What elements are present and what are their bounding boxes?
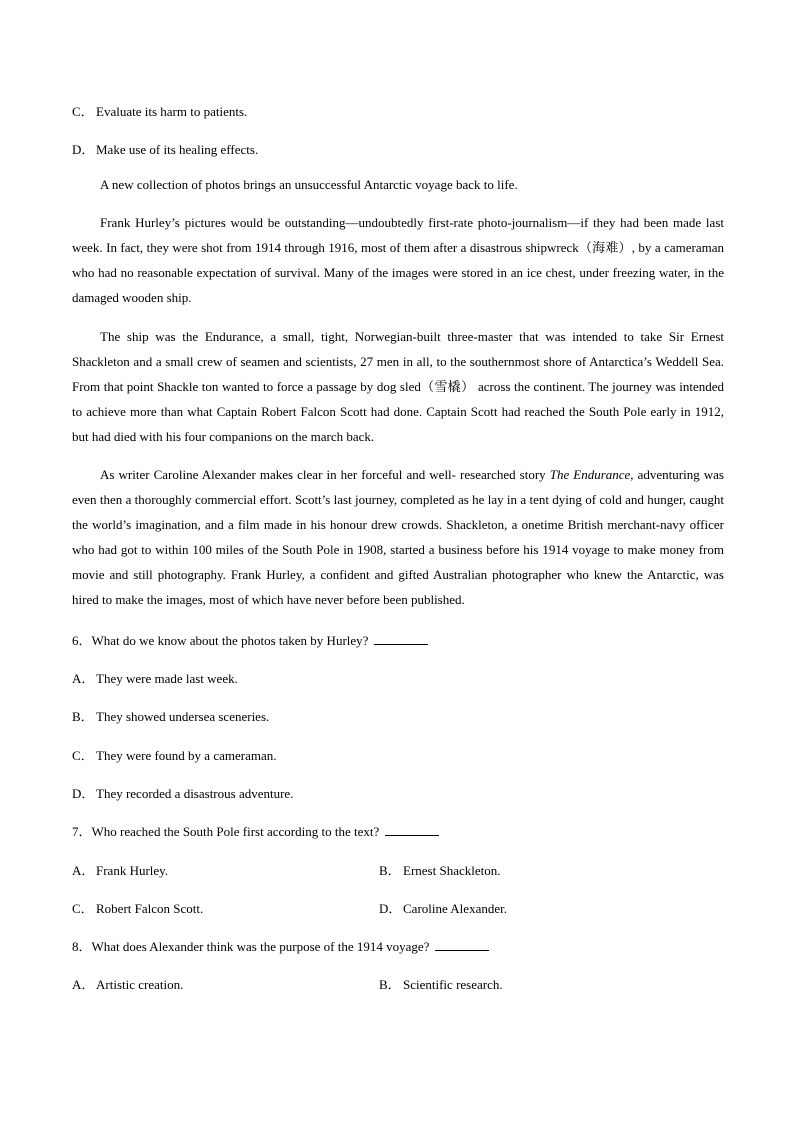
- q6-option-b[interactable]: [72, 706, 269, 725]
- option-label: B．: [72, 709, 94, 724]
- question-number: 7．: [72, 824, 92, 839]
- option-text: They were made last week.: [96, 671, 238, 686]
- option-text: They were found by a cameraman.: [96, 748, 277, 763]
- option-text: Robert Falcon Scott.: [96, 901, 204, 916]
- option-label: A．: [72, 671, 95, 686]
- question-text: Who reached the South Pole first according to the text?: [91, 824, 380, 839]
- book-title: The Endurance,: [549, 467, 634, 482]
- option-label: D．: [72, 786, 95, 801]
- option-label: A．: [72, 863, 95, 878]
- q8-option-b[interactable]: [379, 974, 503, 993]
- q7-option-c[interactable]: [72, 898, 203, 917]
- question-number: 6．: [72, 633, 92, 648]
- option-text: Frank Hurley.: [96, 863, 169, 878]
- passage-paragraph-1: Frank Hurley’s pictures would be outstanding—undoubtedly first-rate photo-journalism—if they had been made last week. In fact, they were shot from 1914 through 1916, most of them after a disastrous shipwreck（海难）, by a cameraman who had no reasonable expectation of survival. Many of the images were stored in an ice chest, under freezing water, in the damaged wooden ship.: [72, 215, 724, 305]
- paragraph-3-lead: As writer Caroline Alexander makes clear in her forceful and well- researched story: [100, 467, 550, 482]
- q8-option-a[interactable]: [72, 974, 183, 993]
- answer-blank[interactable]: [374, 632, 428, 645]
- option-label: D．: [72, 142, 95, 157]
- option-label: B．: [379, 977, 401, 992]
- question-7: [72, 821, 439, 840]
- option-label: C．: [72, 104, 94, 119]
- option-label: C．: [72, 901, 94, 916]
- passage-paragraph-2: The ship was the Endurance, a small, tight, Norwegian-built three-master that was intended to take Sir Ernest Shackleton and a small crew of seamen and scientists, 27 men in all, to the southernmost shore of Antarctica’s Weddell Sea. From that point Shackle ton wanted to force a passage by dog sled（雪橇） across the continent. The journey was intended to achieve more than what Captain Robert Falcon Scott had done. Captain Scott had reached the South Pole early in 1912, but had died with his four companions on the march back.: [72, 329, 724, 444]
- question-number: 8．: [72, 939, 92, 954]
- option-label: B．: [379, 863, 401, 878]
- passage-intro: A new collection of photos brings an unsuccessful Antarctic voyage back to life.: [100, 177, 518, 192]
- option-text: Make use of its healing effects.: [96, 142, 259, 157]
- q6-option-c[interactable]: [72, 745, 276, 764]
- answer-blank[interactable]: [385, 823, 439, 836]
- option-text: They recorded a disastrous adventure.: [96, 786, 294, 801]
- question-8: [72, 936, 489, 955]
- passage-paragraph-3: [72, 462, 724, 612]
- q7-option-a[interactable]: [72, 860, 168, 879]
- paragraph-3-body: adventuring was even then a thoroughly commercial effort. Scott’s last journey, completed as he lay in a tent dying of cold and hunger, caught the world’s imagination, and a film made in his honour drew crowds. Shackleton, a onetime British merchant-navy officer who had got to within 100 miles of the South Pole in 1908, started a business before his 1914 voyage to make money from movie and still photography. Frank Hurley, a confident and gifted Australian photographer who knew the Antarctic, was hired to make the images, most of which have never before been published.: [72, 467, 724, 607]
- option-text: Evaluate its harm to patients.: [96, 104, 248, 119]
- option-text: Ernest Shackleton.: [403, 863, 501, 878]
- prev-option-c[interactable]: [72, 101, 247, 120]
- question-6: [72, 630, 428, 649]
- question-text: What does Alexander think was the purpose of the 1914 voyage?: [91, 939, 430, 954]
- answer-blank[interactable]: [435, 938, 489, 951]
- prev-option-d[interactable]: [72, 139, 258, 158]
- option-label: C．: [72, 748, 94, 763]
- option-text: Scientific research.: [403, 977, 503, 992]
- option-text: They showed undersea sceneries.: [96, 709, 270, 724]
- q6-option-a[interactable]: [72, 668, 238, 687]
- q7-option-d[interactable]: [379, 898, 507, 917]
- question-text: What do we know about the photos taken by Hurley?: [91, 633, 369, 648]
- q6-option-d[interactable]: [72, 783, 293, 802]
- option-label: D．: [379, 901, 402, 916]
- option-label: A．: [72, 977, 95, 992]
- option-text: Artistic creation.: [96, 977, 184, 992]
- option-text: Caroline Alexander.: [403, 901, 507, 916]
- q7-option-b[interactable]: [379, 860, 500, 879]
